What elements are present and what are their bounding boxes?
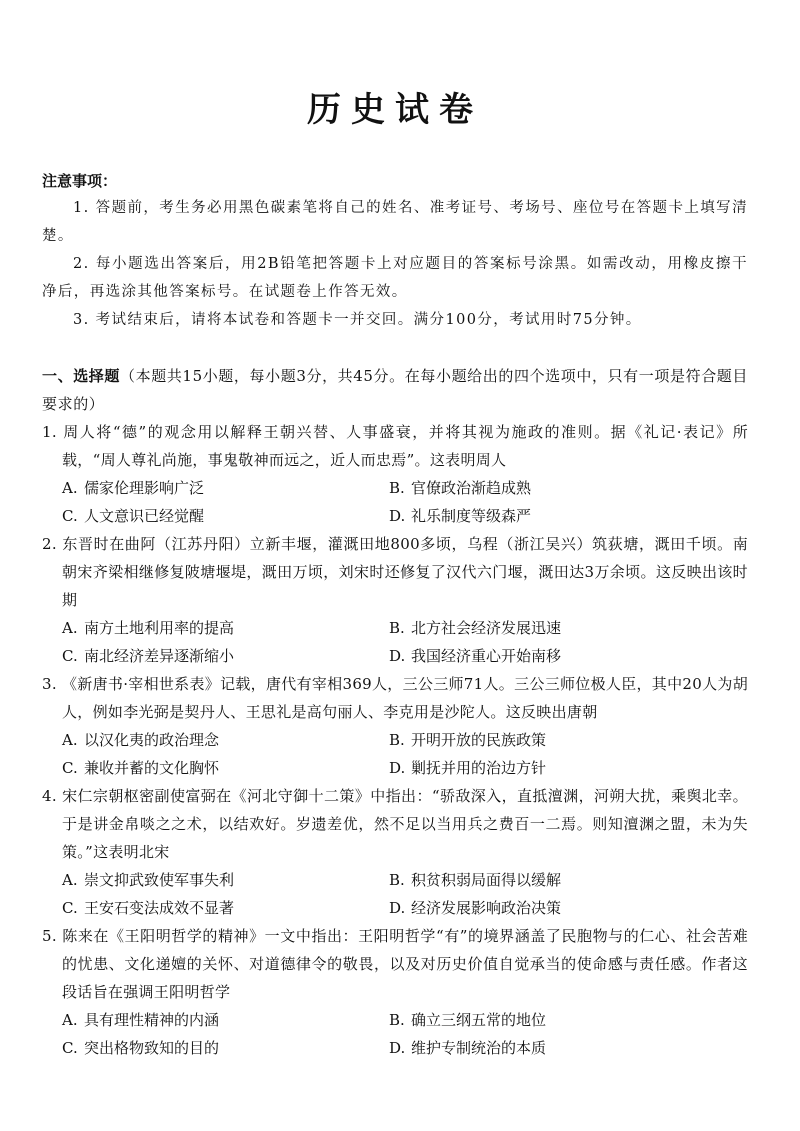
option-c [62, 1034, 389, 1062]
option-label: B. [389, 731, 405, 749]
option-c [62, 642, 389, 670]
page-title: 历史试卷 [307, 90, 483, 130]
option-a [62, 614, 389, 642]
option-text: 南方土地利用率的提高 [84, 619, 235, 637]
options [42, 474, 748, 530]
option-label: C. [62, 1039, 78, 1057]
option-d [389, 754, 748, 782]
option-a [62, 474, 389, 502]
option-text: 北方社会经济发展迅速 [411, 619, 562, 637]
option-b [389, 614, 748, 642]
option-text: 维护专制统治的本质 [411, 1039, 547, 1057]
options [42, 726, 748, 782]
option-label: C. [62, 507, 78, 525]
option-label: B. [389, 1011, 405, 1029]
option-label: D. [389, 647, 406, 665]
option-label: A. [62, 871, 78, 889]
question [42, 922, 748, 1062]
question-number: 5. [42, 927, 57, 945]
question [42, 782, 748, 922]
option-label: B. [389, 619, 405, 637]
option-text: 以汉化夷的政治理念 [84, 731, 220, 749]
section-title: 一、选择题 [42, 367, 121, 385]
option-label: D. [389, 759, 406, 777]
question-stem [42, 782, 748, 866]
notice-item: 1. 答题前，考生务必用黑色碳素笔将自己的姓名、准考证号、考场号、座位号在答题卡上填写清楚。 [42, 200, 748, 244]
option-a [62, 866, 389, 894]
option-c [62, 894, 389, 922]
option-text: 经济发展影响政治决策 [411, 899, 562, 917]
option-text: 官僚政治渐趋成熟 [411, 479, 532, 497]
question-number: 4. [42, 787, 57, 805]
option-a [62, 1006, 389, 1034]
option-d [389, 894, 748, 922]
options [42, 1006, 748, 1062]
question-stem [42, 530, 748, 614]
option-label: C. [62, 899, 78, 917]
notice-item: 2. 每小题选出答案后，用2B铅笔把答题卡上对应题目的答案标号涂黑。如需改动，用橡皮擦干净后，再选涂其他答案标号。在试题卷上作答无效。 [42, 256, 748, 300]
option-text: 确立三纲五常的地位 [411, 1011, 547, 1029]
option-b [389, 726, 748, 754]
notice-block [42, 168, 748, 334]
option-label: D. [389, 1039, 406, 1057]
option-b [389, 1006, 748, 1034]
option-text: 南北经济差异逐渐缩小 [84, 647, 235, 665]
option-label: A. [62, 731, 78, 749]
notice-item: 3. 考试结束后，请将本试卷和答题卡一并交回。满分100分，考试用时75分钟。 [73, 312, 642, 328]
notice-heading: 注意事项： [42, 172, 118, 190]
option-d [389, 642, 748, 670]
question-text: 周人将“德”的观念用以解释王朝兴替、人事盛衰，并将其视为施政的准则。据《礼记·表记》所载，“周人尊礼尚施，事鬼敬神而远之，近人而忠焉”。这表明周人 [62, 423, 748, 469]
option-label: A. [62, 1011, 78, 1029]
section-description: （本题共15小题，每小题3分，共45分。在每小题给出的四个选项中，只有一项是符合题目要求的） [42, 367, 748, 413]
option-text: 开明开放的民族政策 [411, 731, 547, 749]
option-text: 具有理性精神的内涵 [84, 1011, 220, 1029]
options [42, 614, 748, 670]
option-c [62, 754, 389, 782]
option-b [389, 866, 748, 894]
option-text: 人文意识已经觉醒 [84, 507, 205, 525]
option-text: 王安石变法成效不显著 [84, 899, 235, 917]
option-label: D. [389, 507, 406, 525]
option-text: 崇文抑武致使军事失利 [84, 871, 235, 889]
option-b [389, 474, 748, 502]
option-label: C. [62, 647, 78, 665]
option-text: 积贫积弱局面得以缓解 [411, 871, 562, 889]
question [42, 418, 748, 530]
question-text: 宋仁宗朝枢密副使富弼在《河北守御十二策》中指出：“骄敌深入，直抵澶渊，河朔大扰，乘舆北幸。于是讲金帛啖之之术，以结欢好。岁遗差优，然不足以当用兵之费百一二焉。则知澶渊之盟，未为失策。”这表明北宋 [62, 787, 748, 861]
option-text: 儒家伦理影响广泛 [84, 479, 205, 497]
options [42, 866, 748, 922]
option-text: 剿抚并用的治边方针 [411, 759, 547, 777]
question [42, 530, 748, 670]
option-label: A. [62, 619, 78, 637]
question-text: 陈来在《王阳明哲学的精神》一文中指出：王阳明哲学“有”的境界涵盖了民胞物与的仁心、社会苦难的忧患、文化递嬗的关怀、对道德律令的敬畏，以及对历史价值自觉承当的使命感与责任感。作者这段话旨在强调王阳明哲学 [62, 927, 748, 1001]
question-number: 1. [42, 423, 57, 441]
option-text: 礼乐制度等级森严 [411, 507, 532, 525]
question-number: 3. [42, 675, 57, 693]
section-heading [42, 362, 748, 418]
option-label: C. [62, 759, 78, 777]
option-d [389, 1034, 748, 1062]
question [42, 670, 748, 782]
option-c [62, 502, 389, 530]
option-label: D. [389, 899, 406, 917]
option-a [62, 726, 389, 754]
question-text: 《新唐书·宰相世系表》记载，唐代有宰相369人，三公三师71人。三公三师位极人臣，其中20人为胡人，例如李光弼是契丹人、王思礼是高句丽人、李克用是沙陀人。这反映出唐朝 [62, 675, 748, 721]
option-label: A. [62, 479, 78, 497]
question-stem [42, 418, 748, 474]
option-label: B. [389, 479, 405, 497]
option-text: 我国经济重心开始南移 [411, 647, 562, 665]
question-stem [42, 922, 748, 1006]
question-stem [42, 670, 748, 726]
option-label: B. [389, 871, 405, 889]
question-number: 2. [42, 535, 57, 553]
option-text: 兼收并蓄的文化胸怀 [84, 759, 220, 777]
option-text: 突出格物致知的目的 [84, 1039, 220, 1057]
question-text: 东晋时在曲阿（江苏丹阳）立新丰堰，灌溉田地800多顷，乌程（浙江吴兴）筑荻塘，溉田千顷。南朝宋齐梁相继修复陂塘堰堤，溉田万顷，刘宋时还修复了汉代六门堰，溉田达3万余顷。这反映出该时期 [62, 535, 748, 609]
option-d [389, 502, 748, 530]
